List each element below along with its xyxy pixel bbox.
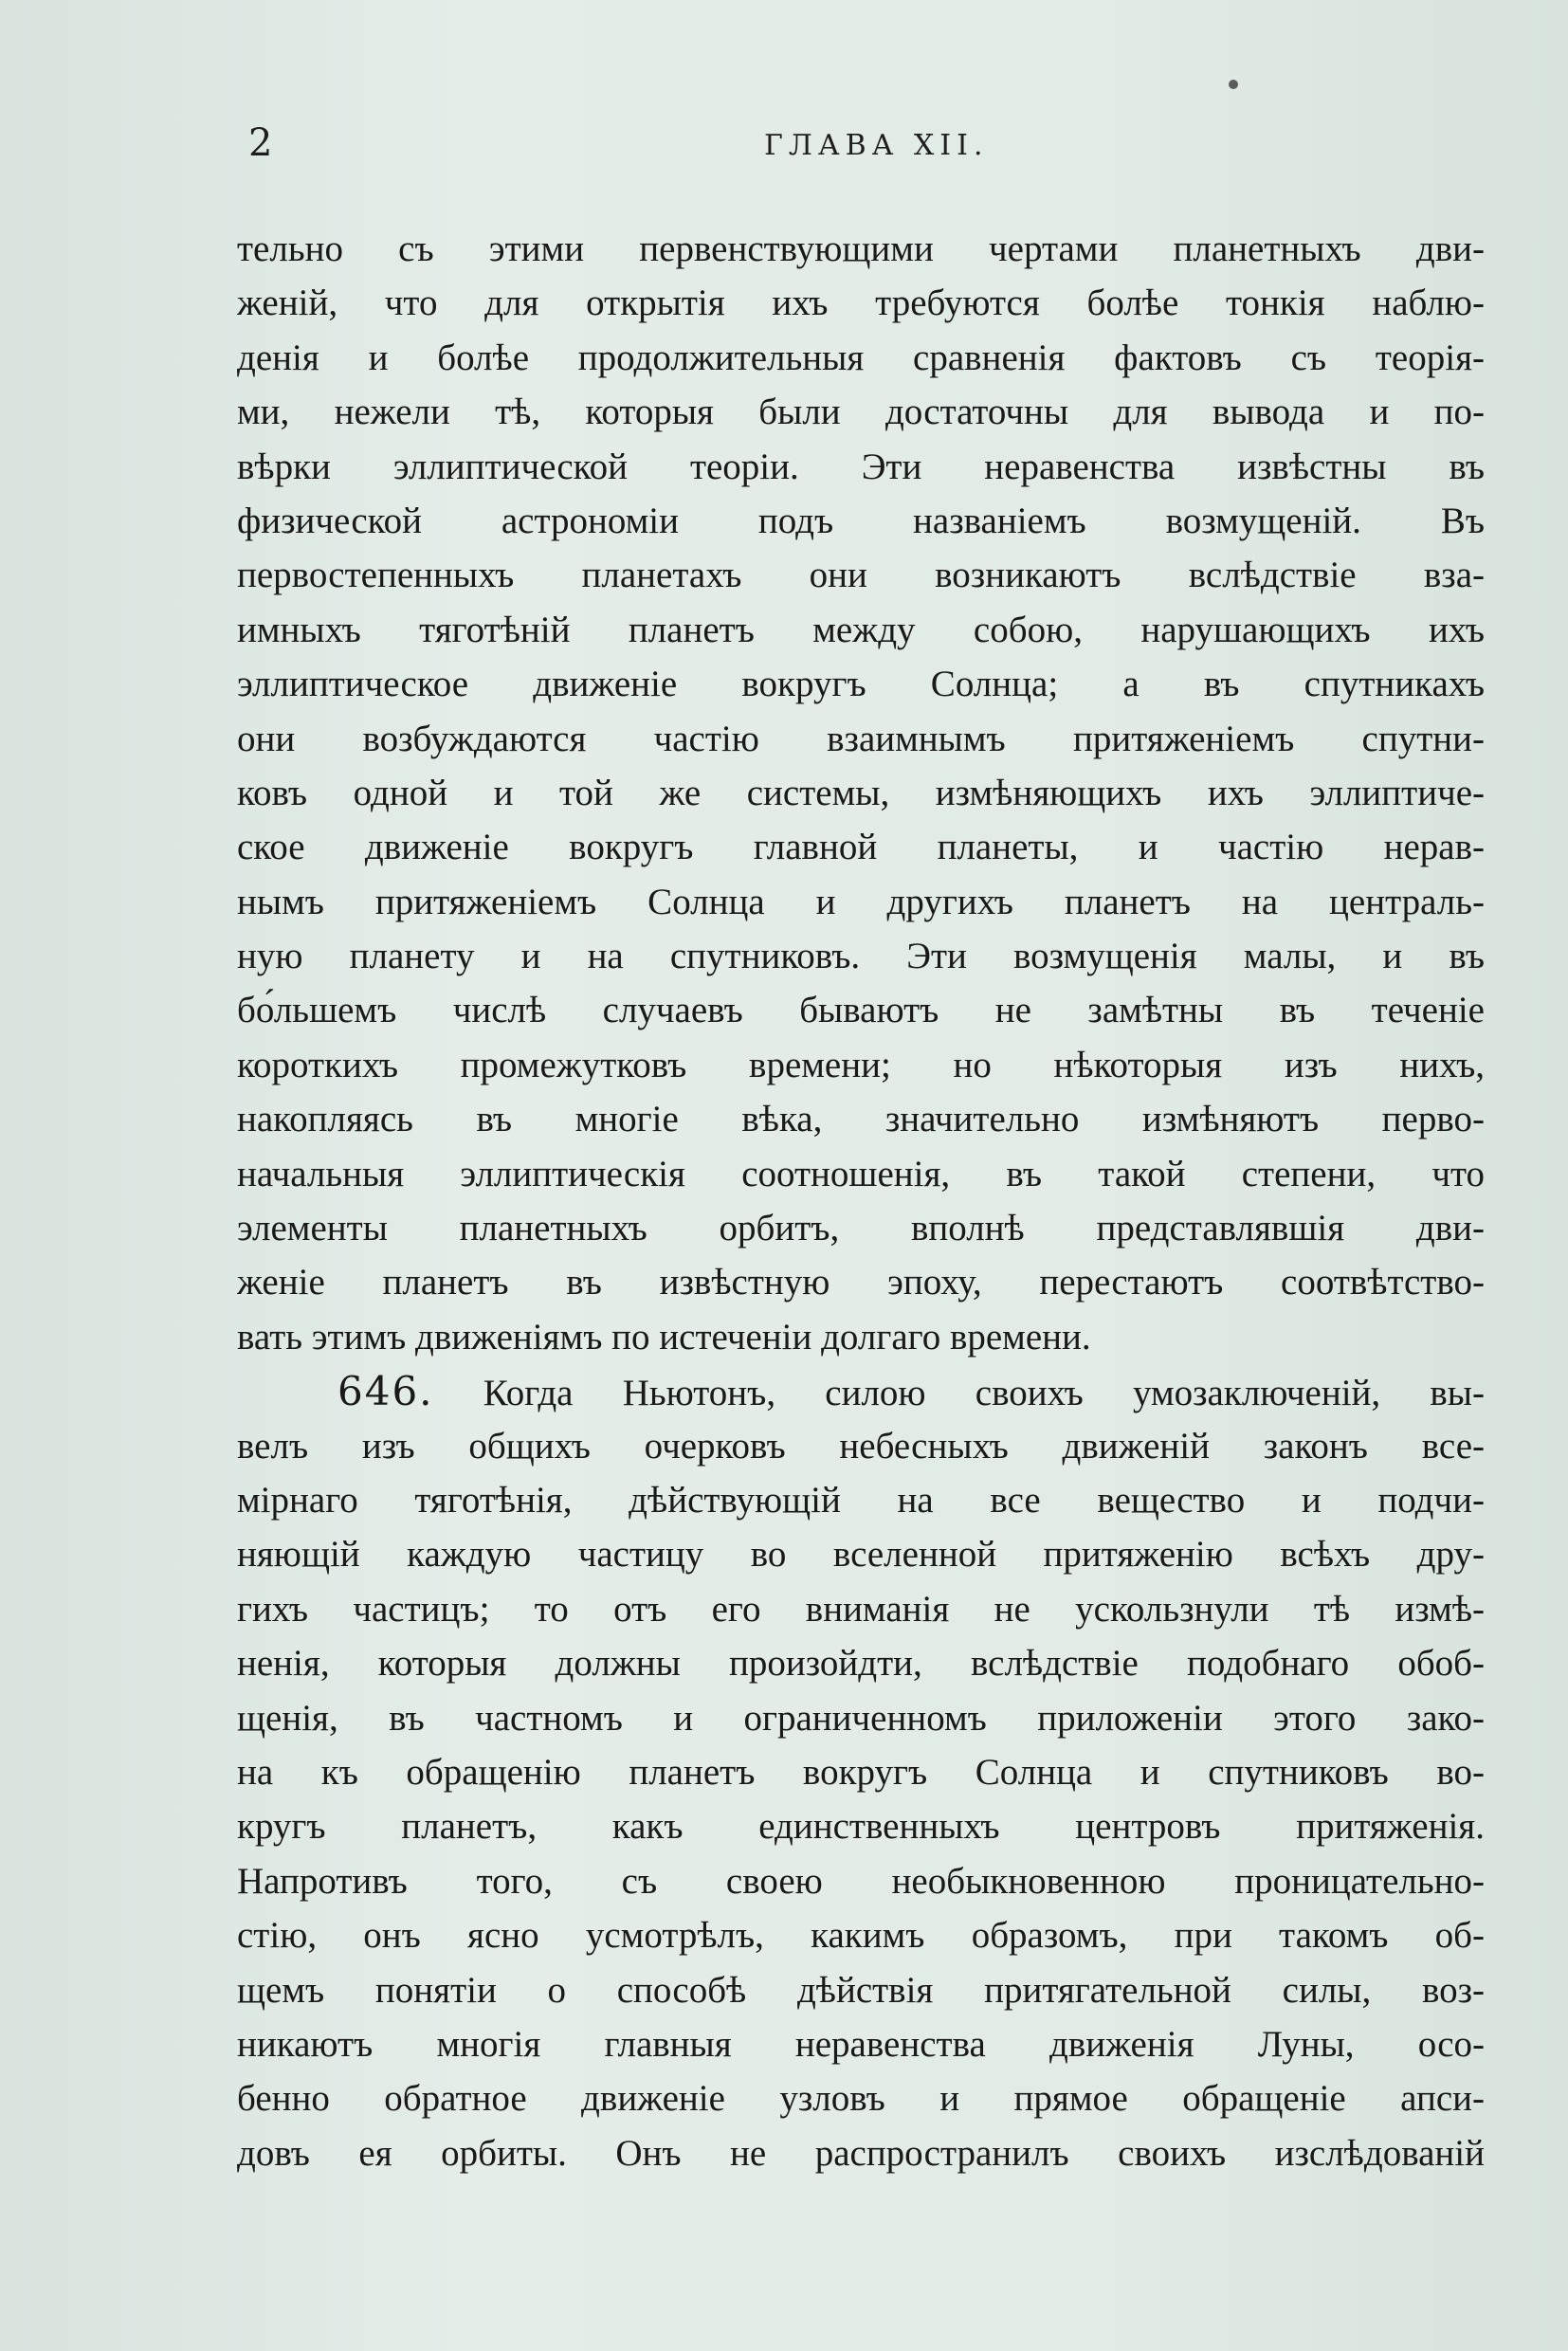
text-line: вѣрки эллиптической теоріи. Эти неравенства извѣстны въ	[237, 446, 1485, 487]
text-line: стію, онъ ясно усмотрѣлъ, какимъ образомъ, при такомъ об-	[237, 1915, 1485, 1957]
text-line: нымъ притяженіемъ Солнца и другихъ планетъ на централь-	[237, 881, 1485, 922]
text-line: мірнаго тяготѣнія, дѣйствующій на все вещество и подчи-	[237, 1479, 1485, 1521]
text-line: на къ обращенію планетъ вокругъ Солнца и спутниковъ во-	[237, 1751, 1485, 1793]
text-line: физической астрономіи подъ названіемъ возмущеній. Въ	[237, 500, 1485, 541]
text-line: Напротивъ того, съ своею необыкновенною проницательно-	[237, 1860, 1485, 1902]
text-line: женій, что для открытія ихъ требуются болѣе тонкія наблю-	[237, 282, 1485, 324]
text-line: имныхъ тяготѣній планетъ между собою, нарушающихъ ихъ	[237, 609, 1485, 650]
text-line: довъ ея орбиты. Онъ не распространилъ своихъ изслѣдованій	[237, 2132, 1485, 2174]
text-line: эллиптическое движеніе вокругъ Солнца; а въ спутникахъ	[237, 664, 1485, 705]
section-first-line-text: Когда Ньютонъ, силою своихъ умозаключеній, вы-	[483, 1373, 1485, 1414]
text-line: они возбуждаются частію взаимнымъ притяженіемъ спутни-	[237, 718, 1485, 759]
text-line: кругъ планетъ, какъ единственныхъ центровъ притяженія.	[237, 1806, 1485, 1848]
paragraph-end-line: вать этимъ движеніямъ по истеченіи долгаго времени.	[237, 1316, 1091, 1358]
section-start-line	[237, 1364, 1485, 1418]
text-line: гихъ частицъ; то отъ его вниманія не ускользнули тѣ измѣ-	[237, 1588, 1485, 1630]
text-line: ми, нежели тѣ, которыя были достаточны для вывода и по-	[237, 392, 1485, 433]
section-number: 646.	[337, 1368, 434, 1415]
text-line: бо́льшемъ числѣ случаевъ бываютъ не замѣтны въ теченіе	[237, 990, 1485, 1031]
page-header	[0, 121, 1568, 178]
text-line: ную планету и на спутниковъ. Эти возмущенія малы, и въ	[237, 936, 1485, 977]
text-line: ковъ одной и той же системы, измѣняющихъ ихъ эллиптиче-	[237, 772, 1485, 813]
text-line: щемъ понятіи о способѣ дѣйствія притягательной силы, воз-	[237, 1969, 1485, 2011]
text-line: велъ изъ общихъ очерковъ небесныхъ движеній законъ все-	[237, 1425, 1485, 1467]
text-line: няющій каждую частицу во вселенной притяженію всѣхъ дру-	[237, 1534, 1485, 1576]
text-line: ненія, которыя должны произойдти, вслѣдствіе подобнаго обоб-	[237, 1643, 1485, 1685]
text-line: короткихъ промежутковъ времени; но нѣкоторыя изъ нихъ,	[237, 1044, 1485, 1085]
text-line: щенія, въ частномъ и ограниченномъ приложеніи этого зако-	[237, 1697, 1485, 1739]
text-line: тельно съ этими первенствующими чертами планетныхъ дви-	[237, 228, 1485, 269]
text-line: первостепенныхъ планетахъ они возникаютъ вслѣдствіе вза-	[237, 555, 1485, 596]
page-number: 2	[248, 121, 273, 165]
body-text	[237, 222, 1485, 2180]
text-line: бенно обратное движеніе узловъ и прямое обращеніе апси-	[237, 2078, 1485, 2120]
text-line: денія и болѣе продолжительныя сравненія фактовъ съ теорія-	[237, 337, 1485, 378]
text-line: начальныя эллиптическія соотношенія, въ такой степени, что	[237, 1153, 1485, 1194]
text-line: никаютъ многія главныя неравенства движенія Луны, осо-	[237, 2023, 1485, 2065]
text-line: ское движеніе вокругъ главной планеты, и частію нерав-	[237, 827, 1485, 868]
text-line: накопляясь въ многіе вѣка, значительно измѣняютъ перво-	[237, 1099, 1485, 1140]
text-line: женіе планетъ въ извѣстную эпоху, перестаютъ соотвѣтство-	[237, 1262, 1485, 1303]
text-line: элементы планетныхъ орбитъ, вполнѣ представлявшія дви-	[237, 1208, 1485, 1249]
running-head: ГЛАВА XII.	[764, 129, 989, 162]
ink-spot	[1229, 80, 1238, 89]
